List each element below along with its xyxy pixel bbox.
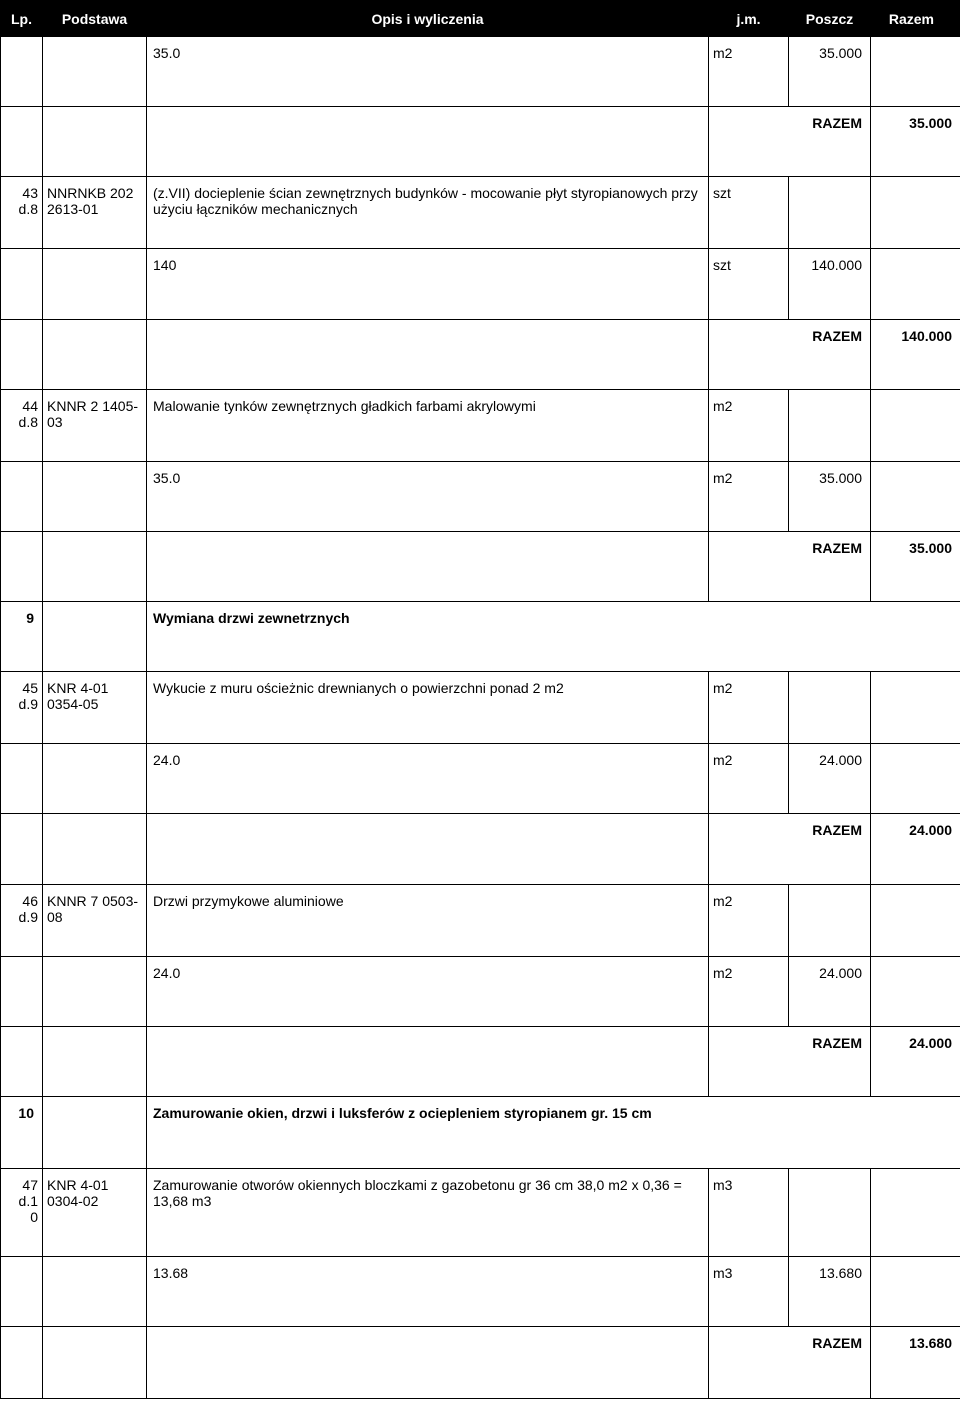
sum-row: [1, 532, 960, 602]
section-title: Wymiana drzwi zewnetrznych: [147, 602, 960, 672]
sum-value: 35.000: [871, 532, 960, 602]
position-number-line2: d.8: [18, 414, 38, 430]
calc-qty: 35.000: [789, 37, 871, 107]
total-cell: [871, 957, 960, 1027]
position-description: Malowanie tynków zewnętrznych gładkich farbami akrylowymi: [147, 390, 709, 462]
calc-row: [1, 744, 960, 814]
qty-cell: [789, 885, 871, 957]
lp-cell: [1, 1257, 43, 1327]
calc-unit: m2: [709, 744, 789, 814]
position-row: [1, 1169, 960, 1257]
position-base-line2: 0354-05: [47, 696, 99, 712]
sum-value: 13.680: [871, 1327, 960, 1399]
section-number: 10: [1, 1097, 43, 1169]
sum-value: 24.000: [871, 1027, 960, 1097]
sum-label: RAZEM: [709, 1327, 871, 1399]
total-cell: [871, 37, 960, 107]
lp-cell: [1, 462, 43, 532]
position-unit: m2: [709, 390, 789, 462]
position-number: [1, 177, 43, 249]
lp-cell: [1, 320, 43, 390]
sum-row: [1, 814, 960, 885]
position-base-line1: KNR 4-01: [47, 680, 109, 696]
position-base: [43, 885, 147, 957]
calc-qty: 35.000: [789, 462, 871, 532]
total-cell: [871, 885, 960, 957]
sum-label: RAZEM: [709, 532, 871, 602]
total-cell: [871, 462, 960, 532]
position-unit: m2: [709, 672, 789, 744]
calc-qty: 24.000: [789, 744, 871, 814]
calc-row: [1, 462, 960, 532]
sum-value: 24.000: [871, 814, 960, 885]
total-cell: [871, 1257, 960, 1327]
calc-unit: m2: [709, 37, 789, 107]
position-number: [1, 672, 43, 744]
header-razem: Razem: [871, 1, 960, 37]
calc-unit: m3: [709, 1257, 789, 1327]
position-description: Wykucie z muru ościeżnic drewnianych o powierzchni ponad 2 m2: [147, 672, 709, 744]
calc-row: [1, 249, 960, 320]
position-number: [1, 390, 43, 462]
calc-qty: 140.000: [789, 249, 871, 320]
calc-value: 140: [147, 249, 709, 320]
calc-row: [1, 957, 960, 1027]
header-lp: Lp.: [1, 1, 43, 37]
position-unit: szt: [709, 177, 789, 249]
lp-cell: [1, 1327, 43, 1399]
calc-value: 13.68: [147, 1257, 709, 1327]
position-base: [43, 672, 147, 744]
sum-row: [1, 1027, 960, 1097]
position-number-line1: 45: [22, 680, 38, 696]
lp-cell: [1, 957, 43, 1027]
desc-cell: [147, 107, 709, 177]
total-cell: [871, 1169, 960, 1257]
position-number-line1: 43: [22, 185, 38, 201]
sum-value: 140.000: [871, 320, 960, 390]
position-number: [1, 885, 43, 957]
base-cell: [43, 462, 147, 532]
position-unit: m2: [709, 885, 789, 957]
header-opis: Opis i wyliczenia: [147, 1, 709, 37]
base-cell: [43, 107, 147, 177]
sum-value: 35.000: [871, 107, 960, 177]
base-cell: [43, 1027, 147, 1097]
sum-label: RAZEM: [709, 1027, 871, 1097]
desc-cell: [147, 532, 709, 602]
sum-label: RAZEM: [709, 107, 871, 177]
position-number-line2: d.1: [18, 1193, 38, 1209]
qty-cell: [789, 1169, 871, 1257]
sum-row: [1, 107, 960, 177]
base-cell: [43, 532, 147, 602]
calc-unit: m2: [709, 957, 789, 1027]
calc-qty: 13.680: [789, 1257, 871, 1327]
position-base-line1: KNNR 2 1405-: [47, 398, 139, 414]
position-base: [43, 1169, 147, 1257]
section-row: [1, 602, 960, 672]
position-base-line1: KNR 4-01: [47, 1177, 109, 1193]
lp-cell: [1, 37, 43, 107]
section-number: 9: [1, 602, 43, 672]
position-base-line1: NNRNKB 202: [47, 185, 134, 201]
calc-unit: szt: [709, 249, 789, 320]
calc-row: [1, 37, 960, 107]
total-cell: [871, 744, 960, 814]
lp-cell: [1, 814, 43, 885]
position-number-line1: 46: [22, 893, 38, 909]
position-row: [1, 885, 960, 957]
total-cell: [871, 177, 960, 249]
position-base-line2: 2613-01: [47, 201, 99, 217]
base-cell: [43, 1097, 147, 1169]
base-cell: [43, 249, 147, 320]
section-row: [1, 1097, 960, 1169]
calc-value: 24.0: [147, 744, 709, 814]
base-cell: [43, 1327, 147, 1399]
section-title: Zamurowanie okien, drzwi i luksferów z ociepleniem styropianem gr. 15 cm: [147, 1097, 960, 1169]
sum-label: RAZEM: [709, 320, 871, 390]
position-number-line1: 44: [22, 398, 38, 414]
position-description: Zamurowanie otworów okiennych bloczkami z gazobetonu gr 36 cm 38,0 m2 x 0,36 = 13,68 m3: [147, 1169, 709, 1257]
sum-label: RAZEM: [709, 814, 871, 885]
position-base-line2: 03: [47, 414, 63, 430]
calc-row: [1, 1257, 960, 1327]
sum-row: [1, 320, 960, 390]
total-cell: [871, 249, 960, 320]
desc-cell: [147, 320, 709, 390]
position-number-line2: d.9: [18, 696, 38, 712]
qty-cell: [789, 390, 871, 462]
position-description: (z.VII) docieplenie ścian zewnętrznych budynków - mocowanie płyt styropianowych przy użyciu łączników mechanicznych: [147, 177, 709, 249]
calc-value: 24.0: [147, 957, 709, 1027]
qty-cell: [789, 672, 871, 744]
lp-cell: [1, 249, 43, 320]
calc-value: 35.0: [147, 37, 709, 107]
base-cell: [43, 957, 147, 1027]
base-cell: [43, 744, 147, 814]
base-cell: [43, 602, 147, 672]
lp-cell: [1, 1027, 43, 1097]
header-poszcz: Poszcz: [789, 1, 871, 37]
position-base-line2: 0304-02: [47, 1193, 99, 1209]
calc-unit: m2: [709, 462, 789, 532]
total-cell: [871, 672, 960, 744]
desc-cell: [147, 814, 709, 885]
sum-row: [1, 1327, 960, 1399]
position-base-line2: 08: [47, 909, 63, 925]
position-number-line1: 47: [22, 1177, 38, 1193]
lp-cell: [1, 744, 43, 814]
position-number: [1, 1169, 43, 1257]
header-podstawa: Podstawa: [43, 1, 147, 37]
header-jm: j.m.: [709, 1, 789, 37]
table-body: [1, 37, 960, 1399]
base-cell: [43, 37, 147, 107]
position-row: [1, 177, 960, 249]
calc-value: 35.0: [147, 462, 709, 532]
table-header-row: [1, 1, 960, 37]
calc-qty: 24.000: [789, 957, 871, 1027]
lp-cell: [1, 532, 43, 602]
position-base-line1: KNNR 7 0503-: [47, 893, 139, 909]
desc-cell: [147, 1327, 709, 1399]
position-base: [43, 177, 147, 249]
base-cell: [43, 814, 147, 885]
position-base: [43, 390, 147, 462]
position-unit: m3: [709, 1169, 789, 1257]
position-number-line2: d.8: [18, 201, 38, 217]
total-cell: [871, 390, 960, 462]
qty-cell: [789, 177, 871, 249]
base-cell: [43, 320, 147, 390]
position-number-line2: d.9: [18, 909, 38, 925]
position-number-line3: 0: [30, 1209, 38, 1225]
position-row: [1, 672, 960, 744]
position-row: [1, 390, 960, 462]
lp-cell: [1, 107, 43, 177]
desc-cell: [147, 1027, 709, 1097]
base-cell: [43, 1257, 147, 1327]
position-description: Drzwi przymykowe aluminiowe: [147, 885, 709, 957]
